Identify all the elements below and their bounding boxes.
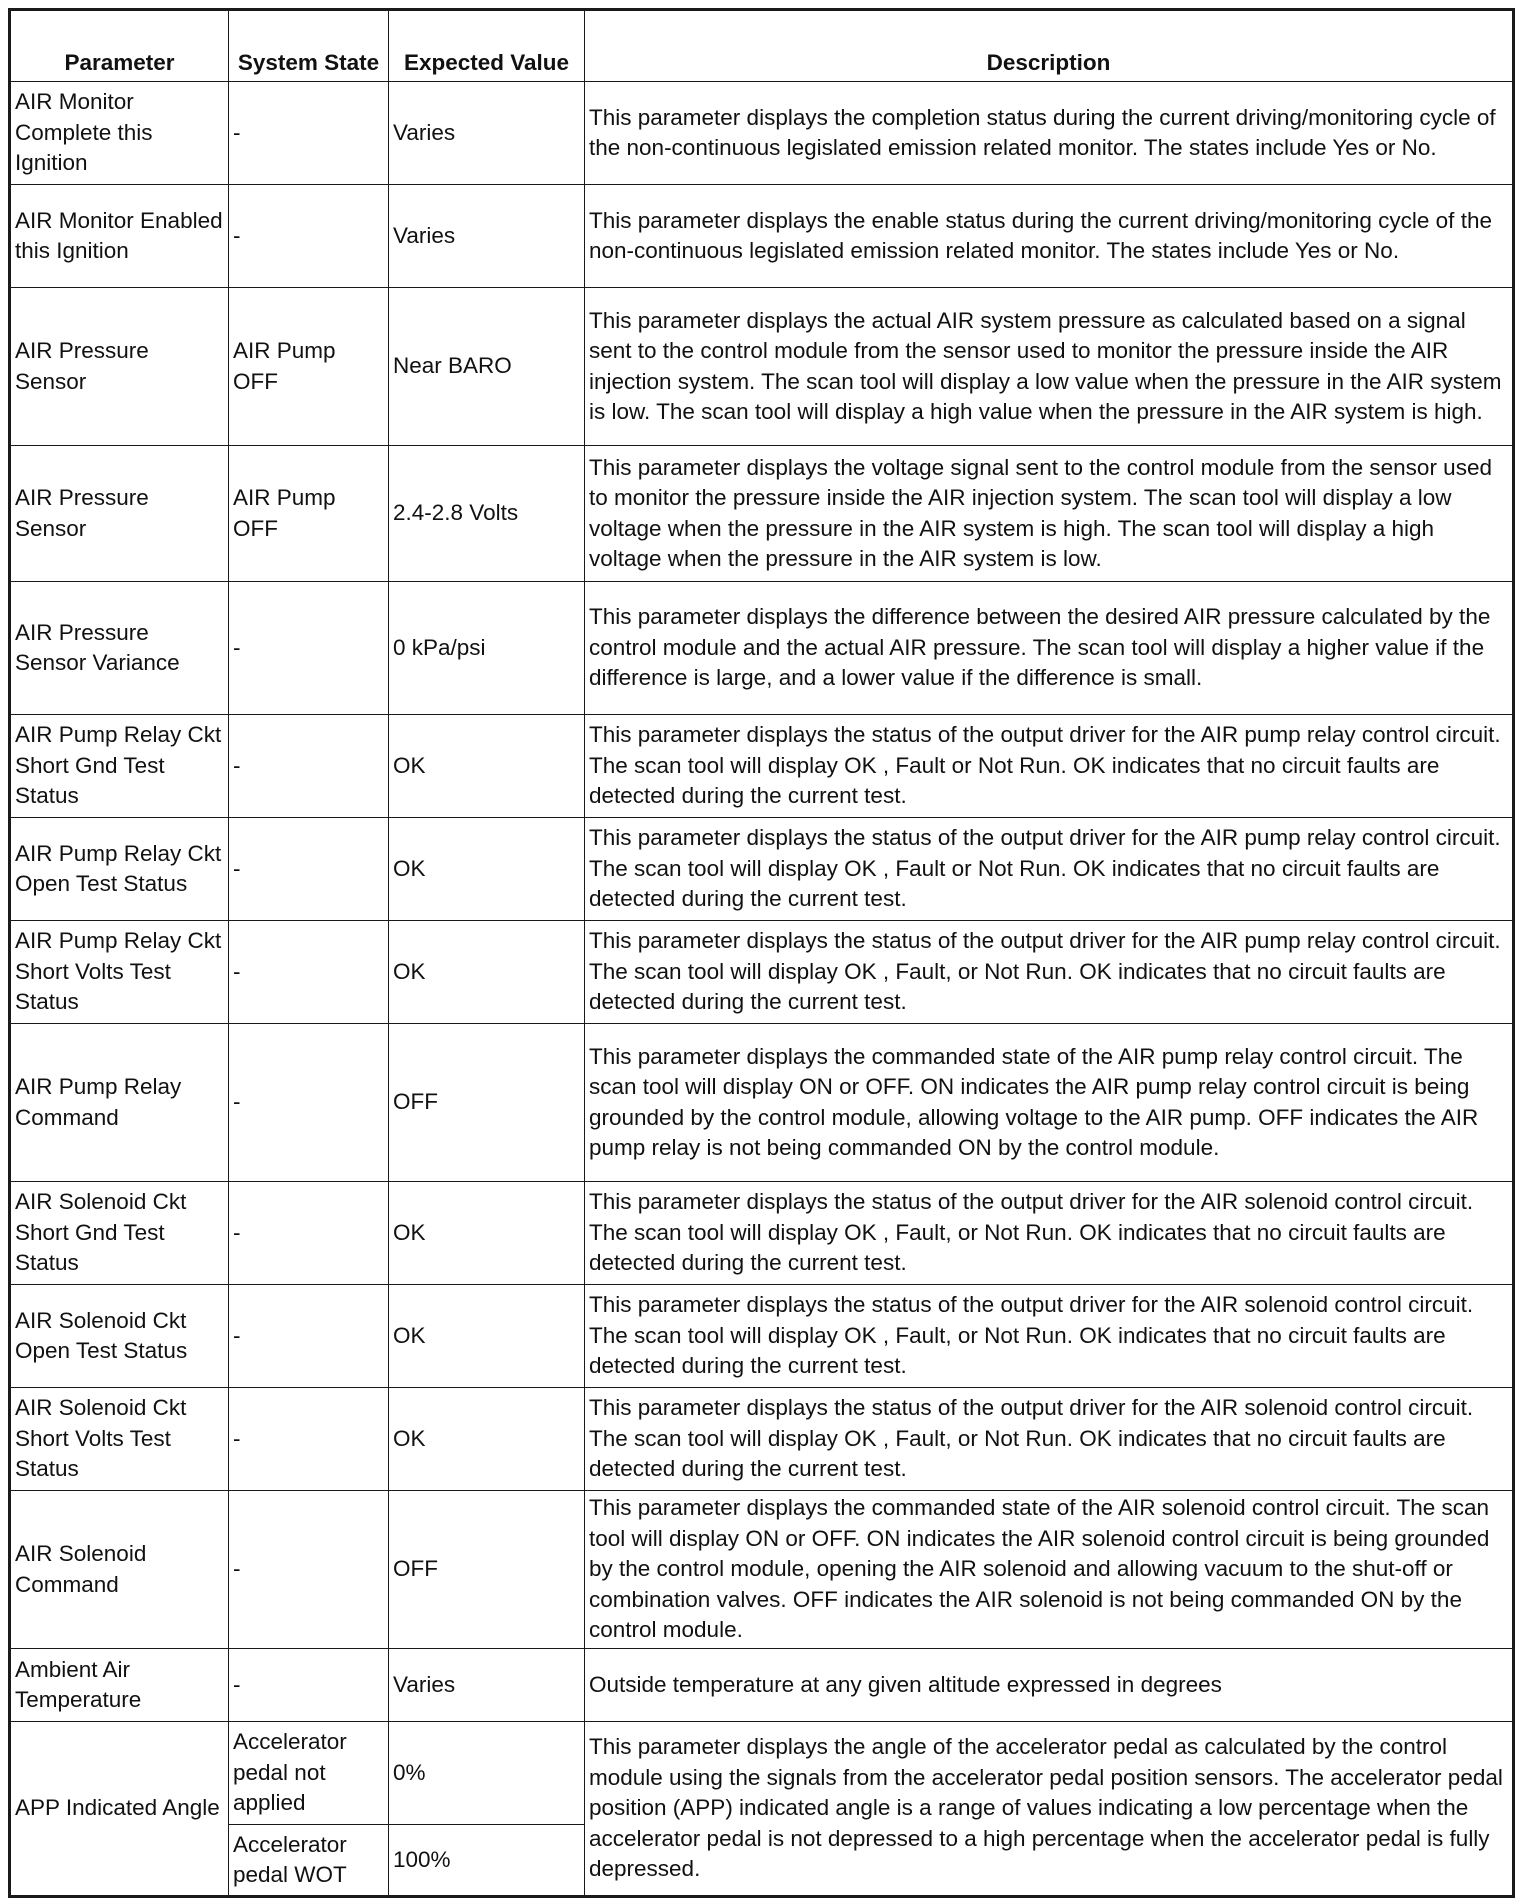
table-row [10,1182,1514,1285]
parameter-cell: AIR Monitor Complete this Ignition [10,82,229,185]
table-row [10,1649,1514,1722]
expected-value-cell: OK [389,1388,585,1491]
system-state-cell: - [229,1388,389,1491]
description-cell: This parameter displays the status of the output driver for the AIR solenoid control circuit. The scan tool will display OK , Fault, or Not Run. OK indicates that no circuit faults are detected during the current test. [585,1182,1514,1285]
header-row [10,10,1514,82]
table-row [10,818,1514,921]
table-row [10,715,1514,818]
table-row [10,185,1514,288]
parameter-cell: AIR Pump Relay Ckt Short Volts Test Status [10,921,229,1024]
system-state-cell: - [229,1182,389,1285]
system-state-cell: - [229,921,389,1024]
description-cell: This parameter displays the completion status during the current driving/monitoring cycle of the non-continuous legislated emission related monitor. The states include Yes or No. [585,82,1514,185]
table-row [10,1024,1514,1182]
system-state-cell: - [229,715,389,818]
parameter-cell: Ambient Air Temperature [10,1649,229,1722]
table-row [10,921,1514,1024]
description-cell: This parameter displays the status of the output driver for the AIR pump relay control circuit. The scan tool will display OK , Fault, or Not Run. OK indicates that no circuit faults are detected during the current test. [585,921,1514,1024]
system-state-cell: - [229,582,389,715]
description-cell: This parameter displays the difference between the desired AIR pressure calculated by the control module and the actual AIR pressure. The scan tool will display a higher value if the difference is large, and a lower value if the difference is small. [585,582,1514,715]
expected-value-cell: OK [389,715,585,818]
table-row [10,1388,1514,1491]
expected-value-cell: 100% [389,1825,585,1897]
table-row [10,288,1514,446]
system-state-cell: AIR Pump OFF [229,446,389,582]
scan-tool-parameter-table [8,8,1515,1898]
system-state-cell: AIR Pump OFF [229,288,389,446]
parameter-cell: AIR Solenoid Command [10,1491,229,1649]
header-description: Description [585,10,1514,82]
parameter-cell: AIR Pressure Sensor Variance [10,582,229,715]
parameter-cell: AIR Pump Relay Ckt Open Test Status [10,818,229,921]
system-state-cell: - [229,1024,389,1182]
system-state-cell: Accelerator pedal not applied [229,1722,389,1825]
description-cell: This parameter displays the status of the output driver for the AIR pump relay control circuit. The scan tool will display OK , Fault or Not Run. OK indicates that no circuit faults are detected during the current test. [585,818,1514,921]
table-row [10,1491,1514,1649]
system-state-cell: Accelerator pedal WOT [229,1825,389,1897]
header-parameter: Parameter [10,10,229,82]
system-state-cell: - [229,1491,389,1649]
parameter-table-page [8,8,1512,1898]
description-cell: This parameter displays the status of the output driver for the AIR solenoid control circuit. The scan tool will display OK , Fault, or Not Run. OK indicates that no circuit faults are detected during the current test. [585,1285,1514,1388]
expected-value-cell: 2.4-2.8 Volts [389,446,585,582]
header-system-state: System State [229,10,389,82]
expected-value-cell: OFF [389,1024,585,1182]
expected-value-cell: OK [389,921,585,1024]
parameter-cell: AIR Pump Relay Ckt Short Gnd Test Status [10,715,229,818]
expected-value-cell: OFF [389,1491,585,1649]
system-state-cell: - [229,1649,389,1722]
expected-value-cell: OK [389,818,585,921]
description-cell: This parameter displays the angle of the accelerator pedal as calculated by the control module using the signals from the accelerator pedal position sensors. The accelerator pedal position (APP) indicated angle is a range of values indicating a low percentage when the accelerator pedal is not depressed to a high percentage when the accelerator pedal is fully depressed. [585,1722,1514,1897]
header-expected-value: Expected Value [389,10,585,82]
description-cell: This parameter displays the voltage signal sent to the control module from the sensor used to monitor the pressure inside the AIR injection system. The scan tool will display a low voltage when the pressure in the AIR system is high. The scan tool will display a high voltage when the pressure in the AIR system is low. [585,446,1514,582]
table-row [10,446,1514,582]
parameter-cell: AIR Solenoid Ckt Short Volts Test Status [10,1388,229,1491]
description-cell: This parameter displays the commanded state of the AIR pump relay control circuit. The scan tool will display ON or OFF. ON indicates the AIR pump relay control circuit is being grounded by the control module, allowing voltage to the AIR pump. OFF indicates the AIR pump relay is not being commanded ON by the control module. [585,1024,1514,1182]
system-state-cell: - [229,82,389,185]
expected-value-cell: Near BARO [389,288,585,446]
expected-value-cell: OK [389,1285,585,1388]
parameter-cell: AIR Pressure Sensor [10,446,229,582]
description-cell: Outside temperature at any given altitude expressed in degrees [585,1649,1514,1722]
table-row-app-not-applied [10,1722,1514,1825]
parameter-cell: AIR Solenoid Ckt Short Gnd Test Status [10,1182,229,1285]
expected-value-cell: OK [389,1182,585,1285]
description-cell: This parameter displays the enable status during the current driving/monitoring cycle of the non-continuous legislated emission related monitor. The states include Yes or No. [585,185,1514,288]
table-row [10,82,1514,185]
description-cell: This parameter displays the commanded state of the AIR solenoid control circuit. The scan tool will display ON or OFF. ON indicates the AIR solenoid control circuit is being grounded by the control module, opening the AIR solenoid and allowing vacuum to the shut-off or combination valves. OFF indicates the AIR solenoid is not being commanded ON by the control module. [585,1491,1514,1649]
system-state-cell: - [229,185,389,288]
description-cell: This parameter displays the status of the output driver for the AIR pump relay control circuit. The scan tool will display OK , Fault or Not Run. OK indicates that no circuit faults are detected during the current test. [585,715,1514,818]
parameter-cell: AIR Pressure Sensor [10,288,229,446]
expected-value-cell: 0% [389,1722,585,1825]
table-row [10,1285,1514,1388]
expected-value-cell: 0 kPa/psi [389,582,585,715]
system-state-cell: - [229,818,389,921]
table-row [10,582,1514,715]
expected-value-cell: Varies [389,185,585,288]
parameter-cell: AIR Pump Relay Command [10,1024,229,1182]
expected-value-cell: Varies [389,1649,585,1722]
parameter-cell: APP Indicated Angle [10,1722,229,1897]
system-state-cell: - [229,1285,389,1388]
expected-value-cell: Varies [389,82,585,185]
parameter-cell: AIR Solenoid Ckt Open Test Status [10,1285,229,1388]
description-cell: This parameter displays the status of the output driver for the AIR solenoid control circuit. The scan tool will display OK , Fault, or Not Run. OK indicates that no circuit faults are detected during the current test. [585,1388,1514,1491]
description-cell: This parameter displays the actual AIR system pressure as calculated based on a signal sent to the control module from the sensor used to monitor the pressure inside the AIR injection system. The scan tool will display a low value when the pressure in the AIR system is low. The scan tool will display a high value when the pressure in the AIR system is high. [585,288,1514,446]
parameter-cell: AIR Monitor Enabled this Ignition [10,185,229,288]
